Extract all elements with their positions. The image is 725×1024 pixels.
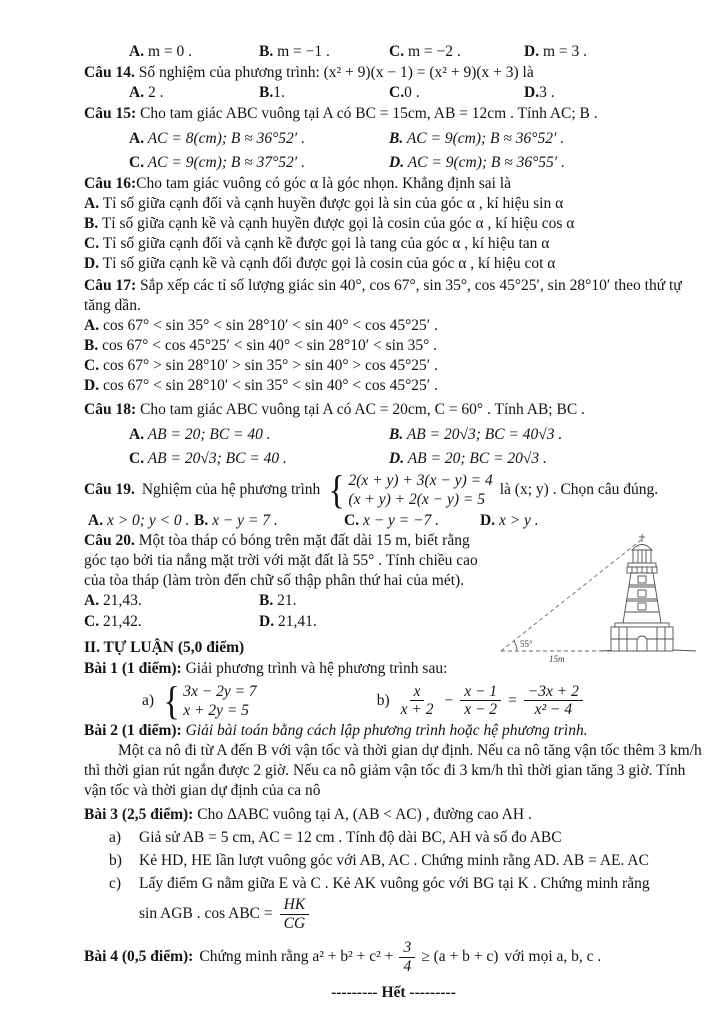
option-c <box>84 234 703 254</box>
option-c <box>344 511 480 531</box>
option-a <box>84 316 703 336</box>
option-label: B. <box>389 425 404 443</box>
denominator: CG <box>283 914 306 932</box>
option-text: cos 67° < sin 28°10′ < sin 35° < sin 40° < cos 45°25′ . <box>102 377 438 395</box>
bai-3-item-b <box>109 851 703 871</box>
option-text: x > 0; y < 0 . <box>106 511 190 529</box>
system-line-2: (x + y) + 2(x − y) = 5 <box>348 490 485 508</box>
option-text: x − y = 7 . <box>212 511 278 529</box>
question-17 <box>84 276 703 316</box>
option-text: cos 67° > sin 28°10′ > sin 35° > sin 40° > cos 45°25′ . <box>102 357 438 375</box>
option-text: AB = 20; BC = 40 . <box>147 425 271 443</box>
option-a <box>129 425 389 445</box>
option-text: AC = 8(cm); B ≈ 36°52′ . <box>147 129 305 147</box>
option-label: B. <box>84 215 99 233</box>
option-label: B. <box>259 84 274 102</box>
question-number: Câu 15: <box>84 105 137 123</box>
option-text: m = −2 . <box>407 43 461 60</box>
denominator: x² − 4 <box>534 701 573 719</box>
option-text: Tỉ số giữa cạnh kề và cạnh đối được gọi là cosin của góc α , kí hiệu cot α <box>102 255 556 273</box>
question-18-options-row1 <box>129 425 703 445</box>
option-text: x − y = −7 . <box>362 511 440 529</box>
bai-4-post: ≥ (a + b + c) <box>421 947 499 965</box>
option-label: D. <box>84 377 100 395</box>
question-number: Câu 14. <box>84 64 135 82</box>
base-label: 15m <box>549 653 565 664</box>
bai-1-text: Giải phương trình và hệ phương trình sau: <box>185 659 448 677</box>
question-19 <box>84 471 703 509</box>
operator: − <box>444 691 454 709</box>
bai-3-item-c <box>109 874 703 894</box>
option-b <box>259 42 389 62</box>
option-text: m = 0 . <box>147 43 193 60</box>
option-label: B. <box>194 511 209 529</box>
option-label: D. <box>524 84 540 102</box>
option-a <box>129 83 259 103</box>
question-19-options <box>88 511 703 531</box>
option-b <box>259 83 389 103</box>
fraction-3 <box>524 683 583 720</box>
bai-3-title: Bài 3 (2,5 điểm): <box>84 805 194 823</box>
prev-question-options <box>129 42 703 62</box>
option-d <box>524 42 703 62</box>
option-b <box>389 425 703 445</box>
question-intro: Nghiệm của hệ phương trình <box>141 480 321 498</box>
numerator: −3x + 2 <box>524 683 583 702</box>
question-18-options-row2 <box>129 449 703 469</box>
option-label: B. <box>84 336 99 354</box>
option-c <box>389 83 524 103</box>
option-label: A. <box>129 84 145 102</box>
question-outro: là (x; y) . Chọn câu đúng. <box>499 480 659 498</box>
option-b <box>194 511 344 531</box>
question-20-options-row2 <box>84 612 485 632</box>
option-label: D. <box>524 43 540 60</box>
option-b <box>84 336 703 356</box>
option-c <box>389 42 524 62</box>
option-b <box>84 214 703 234</box>
fraction <box>399 939 415 976</box>
numerator: x − 1 <box>460 683 501 702</box>
question-18 <box>84 400 703 420</box>
item-label: b) <box>109 851 122 869</box>
option-label: B. <box>389 129 404 147</box>
question-text: Cho tam giác ABC vuông tại A có BC = 15cm, AB = 12cm . Tính AC; B . <box>139 105 598 123</box>
option-text: AB = 20√3; BC = 40√3 . <box>406 425 563 443</box>
option-b <box>389 129 703 149</box>
fraction <box>280 896 310 933</box>
option-text: AC = 9(cm); B ≈ 36°52′ . <box>406 129 565 147</box>
question-number: Câu 20. <box>84 531 135 549</box>
lighthouse-figure <box>491 533 703 665</box>
part-b-label: b) <box>376 691 390 709</box>
option-a <box>88 511 194 531</box>
question-14-options <box>129 83 703 103</box>
option-label: D. <box>389 449 405 467</box>
question-15-options-row1 <box>129 129 703 149</box>
option-label: D. <box>480 511 496 529</box>
part-b <box>377 683 583 720</box>
bai-4-title: Bài 4 (0,5 điểm): <box>84 947 194 965</box>
fraction-2 <box>460 683 501 720</box>
option-text: x > y . <box>498 511 539 529</box>
equation-system <box>327 471 492 509</box>
bai-2-body: Một ca nô đi từ A đến B với vận tốc và thời gian dự định. Nếu ca nô tăng vận tốc thêm 3 km/h thì thời gian rút ngắn được 2 giờ. Nếu ca nô giảm vận tốc đi 3 km/h thì thời gian tăng 3 giờ. Tính vận tốc và thời gian dự định của ca nô <box>84 742 702 800</box>
question-number: Câu 16: <box>84 174 137 192</box>
item-text: Giả sử AB = 5 cm, AC = 12 cm . Tính độ dài BC, AH và số đo ABC <box>139 828 562 846</box>
option-text: Tỉ số giữa cạnh đối và cạnh huyền được gọi là sin của góc α , kí hiệu sin α <box>102 194 564 212</box>
option-c <box>129 449 389 469</box>
bai-2-subtitle: Giải bài toán bằng cách lập phương trình hoặc hệ phương trình. <box>185 721 588 739</box>
option-d <box>84 254 703 274</box>
option-b <box>259 591 485 611</box>
option-label: D. <box>259 612 275 630</box>
question-text: Số nghiệm của phương trình: (x² + 9)(x − 1) = (x² + 9)(x + 3) là <box>138 64 534 82</box>
system-line-1: { 3x − 2y = 7 <box>183 682 257 700</box>
option-c <box>84 356 703 376</box>
bai-4-tail: với mọi a, b, c . <box>504 947 602 965</box>
bai-4 <box>84 939 703 976</box>
item-text: Kẻ HD, HE lần lượt vuông góc với AB, AC . Chứng minh rằng AD. AB = AE. AC <box>139 851 649 869</box>
option-a <box>84 591 259 611</box>
option-text: AB = 20; BC = 20√3 . <box>407 449 547 467</box>
option-a <box>129 129 389 149</box>
bai-1-parts <box>142 682 703 720</box>
fraction-1 <box>397 683 438 720</box>
question-15 <box>84 104 703 124</box>
question-text: Cho tam giác ABC vuông tại A có AC = 20cm, C = 60° . Tính AB; BC . <box>139 401 585 419</box>
question-20-block <box>84 531 703 679</box>
formula-lhs: sin AGB . cos ABC = <box>139 905 273 923</box>
option-label: C. <box>389 84 405 102</box>
option-d <box>389 153 703 173</box>
question-20-options-row1 <box>84 591 485 611</box>
option-label: C. <box>344 511 360 529</box>
end-marker: --------- Hết --------- <box>331 984 456 1002</box>
option-label: C. <box>389 43 405 60</box>
bai-3-formula <box>139 896 703 933</box>
option-text: 3 . <box>539 84 555 102</box>
system-line-1: { 2(x + y) + 3(x − y) = 4 <box>348 471 493 489</box>
option-d <box>259 612 485 632</box>
angle-label: 55° <box>520 638 533 649</box>
option-text: cos 67° < cos 45°25′ < sin 40° < sin 28°10′ < sin 35° . <box>102 336 438 354</box>
bai-3 <box>84 805 703 825</box>
option-label: C. <box>129 449 145 467</box>
item-label: a) <box>109 828 122 846</box>
option-text: AC = 9(cm); B ≈ 36°55′ . <box>407 153 565 171</box>
option-text: 21,43. <box>102 592 142 610</box>
bai-4-pre: Chứng minh rằng a² + b² + c² + <box>199 947 394 965</box>
option-text: m = −1 . <box>277 43 330 60</box>
question-14 <box>84 63 703 83</box>
bai-2 <box>84 721 703 741</box>
option-label: D. <box>389 153 405 171</box>
equation-system <box>162 682 257 720</box>
bai-3-text: Cho ΔABC vuông tại A, (AB < AC) , đường cao AH . <box>197 805 532 823</box>
question-number: Câu 19. <box>84 480 135 498</box>
numerator: x <box>410 683 425 702</box>
option-c <box>84 612 259 632</box>
question-15-options-row2 <box>129 153 703 173</box>
option-label: B. <box>259 592 274 610</box>
option-text: 21,42. <box>102 612 142 630</box>
question-16 <box>84 174 703 194</box>
option-c <box>129 153 389 173</box>
bai-1-title: Bài 1 (1 điểm): <box>84 659 182 677</box>
option-label: A. <box>129 43 145 60</box>
option-label: A. <box>129 129 145 147</box>
option-text: Tỉ số giữa cạnh đối và cạnh kề được gọi là tang của góc α , kí hiệu tan α <box>102 235 550 253</box>
option-a <box>84 194 703 214</box>
system-line-2: x + 2y = 5 <box>183 701 249 719</box>
option-text: 0 . <box>404 84 420 102</box>
bai-2-title: Bài 2 (1 điểm): <box>84 721 182 739</box>
option-text: m = 3 . <box>542 43 588 60</box>
option-text: Tỉ số giữa cạnh kề và cạnh huyền được gọi là cosin của góc α , kí hiệu cos α <box>101 215 575 233</box>
part-a-label: a) <box>142 691 155 709</box>
numerator: 3 <box>399 939 415 958</box>
option-label: A. <box>84 592 100 610</box>
option-label: B. <box>259 43 274 60</box>
option-text: 21,41. <box>277 612 317 630</box>
option-d <box>524 83 703 103</box>
option-text: 1. <box>273 84 285 102</box>
option-label: C. <box>84 235 100 253</box>
denominator: x + 2 <box>400 701 434 719</box>
option-text: 21. <box>277 592 297 610</box>
option-label: C. <box>84 612 100 630</box>
option-label: D. <box>84 255 100 273</box>
option-d <box>389 449 703 469</box>
denominator: 4 <box>403 957 412 975</box>
option-label: A. <box>129 425 145 443</box>
option-label: C. <box>129 153 145 171</box>
option-label: C. <box>84 357 100 375</box>
section-title-text: II. TỰ LUẬN (5,0 điểm) <box>84 638 245 656</box>
question-number: Câu 17: <box>84 276 137 294</box>
question-text: Sắp xếp các tỉ số lượng giác sin 40°, cos 67°, sin 35°, cos 45°25′, sin 28°10′ theo thứ tự tăng dần. <box>84 276 682 314</box>
option-a <box>129 42 259 62</box>
option-text: 2 . <box>147 84 164 102</box>
numerator: HK <box>280 896 310 915</box>
option-label: A. <box>88 511 104 529</box>
option-label: A. <box>84 316 100 334</box>
option-text: AB = 20√3; BC = 40 . <box>147 449 287 467</box>
option-text: cos 67° < sin 35° < sin 28°10′ < sin 40° < cos 45°25′ . <box>102 316 438 334</box>
option-label: A. <box>84 194 100 212</box>
denominator: x − 2 <box>464 701 498 719</box>
bai-3-item-a <box>109 828 703 848</box>
question-text: Một tòa tháp có bóng trên mặt đất dài 15 m, biết rằng góc tạo bởi tia nắng mặt trời với mặt đất là 55° . Tính chiều cao của tòa tháp (làm tròn đến chữ số thập phân thứ hai của mét). <box>84 531 478 590</box>
question-text: Cho tam giác vuông có góc α là góc nhọn. Khẳng định sai là <box>136 174 511 192</box>
option-d <box>480 511 703 531</box>
question-number: Câu 18: <box>84 401 137 419</box>
option-d <box>84 376 703 396</box>
item-text: Lấy điểm G nằm giữa E và C . Kẻ AK vuông góc với BG tại K . Chứng minh rằng <box>139 874 650 892</box>
option-text: AC = 9(cm); B ≈ 37°52′ . <box>147 153 305 171</box>
equals-sign: = <box>508 691 517 709</box>
item-label: c) <box>109 874 122 892</box>
